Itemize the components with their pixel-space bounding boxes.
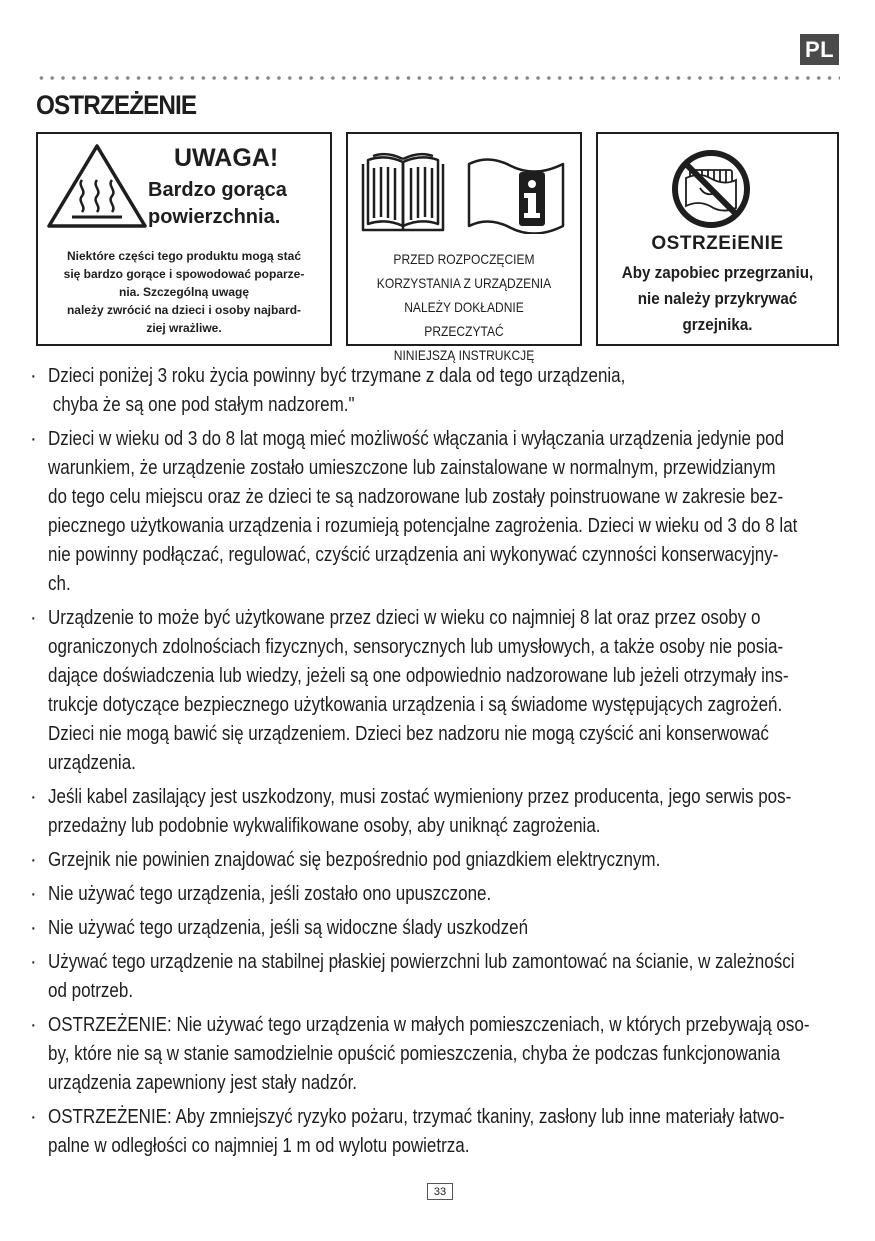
list-item: · Urządzenie to może być użytkowane przez dzieci w wieku co najmniej 8 lat oraz przez osoby o ograniczonych zdolnościach fizycznych, sensorycznych lub umysłowych, a także osoby nie posia- dające doświadczenia lub wiedzy, jeżeli są one odpowiednio nadzorowane lub jeżeli otrzymały ins- trukcje dotyczące bezpiecznego użytkowania urządzenia i są świadome występujących zagrożeń. Dzieci nie mogą bawić się urządzeniem. Dzieci bez nadzoru nie mogą czyścić ani konserwować urządzenia.: [30, 604, 870, 778]
hot-surface-subtitle: Bardzo gorąca powierzchnia.: [148, 179, 287, 228]
page-number: 33: [427, 1183, 453, 1200]
do-not-cover-description: Aby zapobiec przegrzaniu, nie należy przykrywać grzejnika.: [621, 264, 814, 334]
bullet-dot: ·: [30, 1014, 37, 1036]
bullet-dot: ·: [30, 951, 37, 973]
bullet-dot: ·: [30, 365, 37, 387]
list-item: · Grzejnik nie powinien znajdować się bezpośrednio pod gniazdkiem elektrycznym.: [30, 846, 870, 875]
hot-surface-warning-box: [36, 132, 332, 346]
warning-heading: UWAGA!: [174, 144, 279, 172]
list-item: · OSTRZEŻENIE: Nie używać tego urządzenia w małych pomieszczeniach, w których przebywają oso- by, które nie są w stanie samodzielnie opuścić pomieszczenia, chyba że podczas funkcjonowania urządzenia zapewniony jest stały nadzór.: [30, 1011, 870, 1098]
bullet-dot: ·: [30, 883, 37, 905]
list-item: · Nie używać tego urządzenia, jeśli zostało ono upuszczone.: [30, 880, 870, 909]
bullet-dot: ·: [30, 849, 37, 871]
dotted-divider: [36, 76, 840, 80]
list-item: · OSTRZEŻENIE: Aby zmniejszyć ryzyko pożaru, trzymać tkaniny, zasłony lub inne materiały łatwo- palne w odległości co najmniej 1 m od wylotu powietrza.: [30, 1103, 870, 1161]
read-manual-text: PRZED ROZPOCZĘCIEM KORZYSTANIA Z URZĄDZENIA NALEŻY DOKŁADNIE PRZECZYTAĆ NINIEJSZĄ INSTRUKCJĘ: [376, 251, 552, 363]
safety-instructions-list: [30, 362, 870, 1166]
list-item: · Dzieci poniżej 3 roku życia powinny być trzymane z dala od tego urządzenia, chyba że są one pod stałym nadzorem.": [30, 362, 870, 420]
hot-surface-description: Niektóre części tego produktu mogą stać się bardzo gorące i spowodować poparze- nia. Szczególną uwagę należy zwrócić na dzieci i osoby najbard- ziej wrażliwe.: [63, 249, 305, 335]
bullet-dot: ·: [30, 607, 37, 629]
read-manual-box: [346, 132, 582, 363]
do-not-cover-box: [596, 132, 839, 346]
list-item: · Dzieci w wieku od 3 do 8 lat mogą mieć możliwość włączania i wyłączania urządzenia jedynie pod warunkiem, że urządzenie zostało umieszczone lub zainstalowane w normalnym, przewidzianym do tego celu miejscu oraz że dzieci te są nadzorowane lub zostały poinstruowane w zakresie bez- piecznego użytkowania urządzenia i rozumieją potencjalne zagrożenia. Dzieci w wieku od 3 do 8 lat nie powinny podłączać, regulować, czyścić urządzenia ani wykonywać czynności konserwacyjny- ch.: [30, 425, 870, 599]
hot-surface-warning-icon: [44, 140, 150, 232]
do-not-cover-title: OSTRZEiENIE: [651, 233, 784, 254]
do-not-cover-icon: [670, 148, 752, 230]
bullet-dot: ·: [30, 917, 37, 939]
list-item: · Nie używać tego urządzenia, jeśli są widoczne ślady uszkodzeń: [30, 914, 870, 943]
bullet-dot: ·: [30, 1106, 37, 1128]
section-title: OSTRZEŻENIE: [36, 90, 197, 120]
list-item: · Używać tego urządzenie na stabilnej płaskiej powierzchni lub zamontować na ścianie, w zależności od potrzeb.: [30, 948, 870, 1006]
language-badge: PL: [800, 34, 839, 65]
bullet-dot: ·: [30, 786, 37, 808]
read-manual-icon: [359, 150, 571, 234]
bullet-dot: ·: [30, 428, 37, 450]
list-item: · Jeśli kabel zasilający jest uszkodzony, musi zostać wymieniony przez producenta, jego serwis pos- przedażny lub podobnie wykwalifikowane osoby, aby uniknąć zagrożenia.: [30, 783, 870, 841]
